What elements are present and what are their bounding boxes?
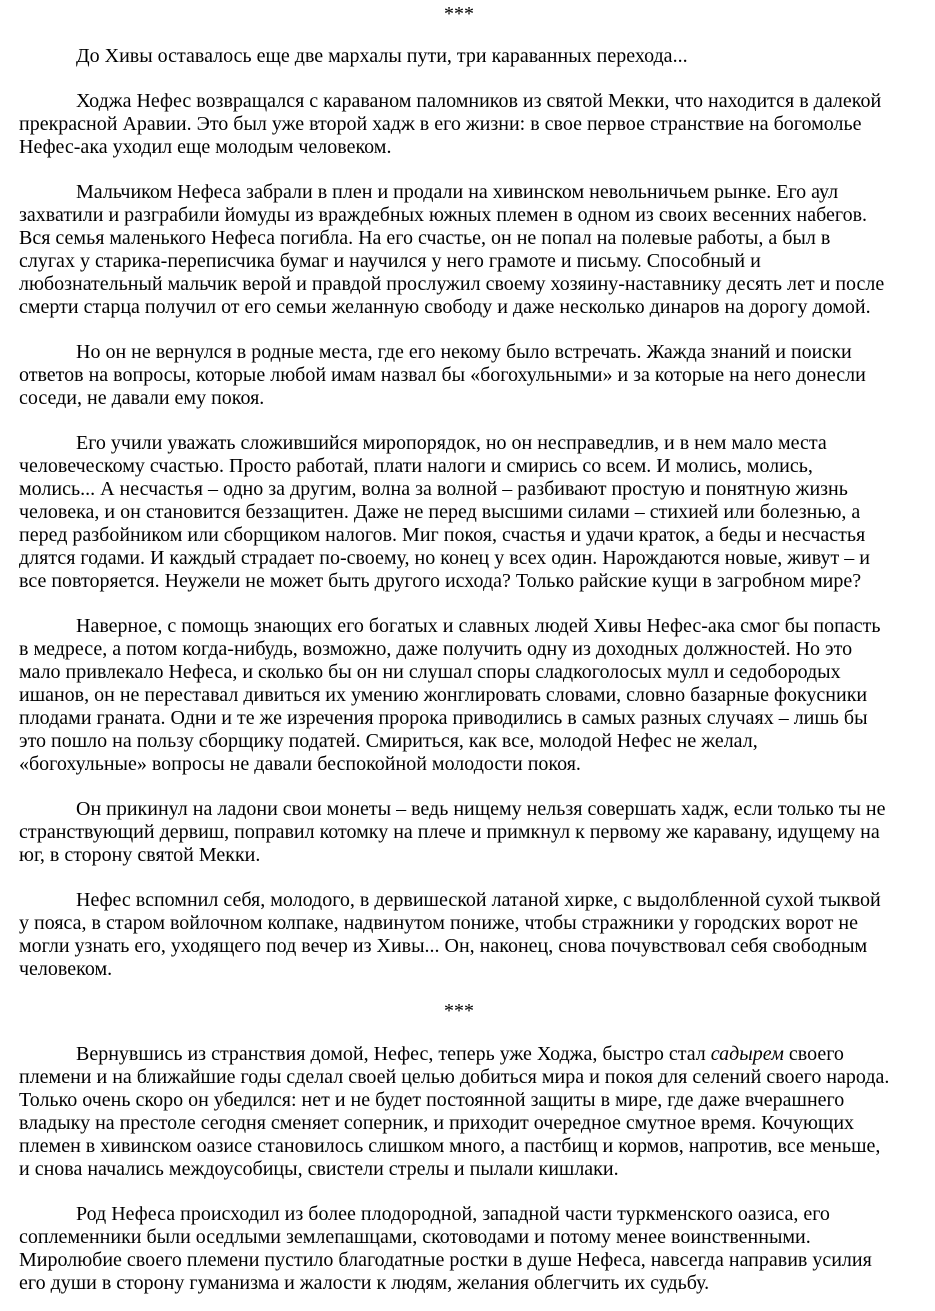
paragraph-gap (19, 159, 899, 181)
text-line: и снова начались междоусобицы, свистели стрелы и пылали кишлаки. (19, 1158, 619, 1180)
paragraph (19, 45, 899, 68)
paragraph (19, 90, 899, 159)
document-page (19, 0, 899, 1295)
paragraph (19, 181, 899, 319)
text-line: Миролюбие своего племени пустило благодатные ростки в душе Нефеса, навсегда направив усилия (19, 1249, 872, 1271)
text-line: могли узнать его, уходящего под вечер из Хивы... Он, наконец, снова почувствовал себя свободным (19, 935, 868, 957)
paragraph (19, 889, 899, 981)
text-line: юг, в сторону святой Мекки. (19, 844, 261, 866)
paragraph (19, 432, 899, 593)
paragraph-gap (19, 68, 899, 90)
paragraph (19, 341, 899, 410)
text-line: Нефес-ака уходил еще молодым человеком. (19, 136, 392, 158)
text-line: у пояса, в старом войлочном колпаке, надвинутом пониже, чтобы стражники у городских ворот не (19, 912, 858, 934)
text-line: человеком. (19, 958, 113, 980)
paragraph-sadyr (19, 1043, 899, 1181)
text-line: Вся семья маленького Нефеса погибла. На его счастье, он не попал на полевые работы, а был в (19, 227, 831, 249)
text-line: мало привлекало Нефеса, и сколько бы он ни слушал споры сладкоголосых мулл и седобородых (19, 661, 841, 683)
text-line: перед разбойником или сборщиком налогов. Миг покоя, счастья и удачи краток, а беды и несчастья (19, 524, 866, 546)
text-line: «богохульные» вопросы не давали беспокойной молодости покоя. (19, 753, 581, 775)
section-divider-middle: *** (444, 1000, 474, 1022)
paragraph-gap (19, 593, 899, 615)
text-line: Его учили уважать сложившийся миропорядок, но он несправедлив, и в нем мало места (76, 432, 827, 454)
text-line: человеческому счастью. Просто работай, плати налоги и смирись со всем. И молись, молись, (19, 455, 813, 477)
text-line: слугах у старика-переписчика бумаг и научился у него грамоте и письму. Способный и (19, 250, 761, 272)
text-span: своего (783, 1043, 844, 1065)
paragraph-gap (19, 1181, 899, 1203)
text-line: владыку на престоле сегодня сменяет соперник, и приходит очередное смутное время. Кочующих (19, 1112, 855, 1134)
paragraphs-before-divider (19, 26, 899, 981)
text-line: соседи, не давали ему покоя. (19, 387, 265, 409)
section-divider-top: *** (444, 3, 474, 25)
text-line: Мальчиком Нефеса забрали в плен и продали на хивинском невольничьем рынке. Его аул (76, 181, 839, 203)
text-span: Вернувшись из странствия домой, Нефес, теперь уже Ходжа, быстро стал (76, 1043, 711, 1065)
text-line: Ходжа Нефес возвращался с караваном паломников из святой Мекки, что находится в далекой (76, 90, 882, 112)
text-line: странствующий дервиш, поправил котомку на плече и примкнул к первому же каравану, идущему на (19, 821, 880, 843)
text-line: племени и на ближайшие годы сделал своей целью добиться мира и покоя для селений своего народа. (19, 1066, 890, 1088)
paragraph (19, 798, 899, 867)
text-line: Род Нефеса происходил из более плодородной, западной части туркменского оазиса, его (76, 1203, 830, 1225)
text-line: любознательный мальчик верой и правдой прослужил своему хозяину-наставнику десять лет и после (19, 273, 885, 295)
paragraph-last (19, 1203, 899, 1295)
text-line: молись... А несчастья – одно за другим, волна за волной – разбивают простую и понятную жизнь (19, 478, 848, 500)
text-line: Он прикинул на ладони свои монеты – ведь нищему нельзя совершать хадж, если только ты не (76, 798, 886, 820)
text-line: племен в хивинском оазисе становилось слишком много, а пастбищ и кормов, напротив, все меньше, (19, 1135, 881, 1157)
paragraph-gap (19, 26, 899, 45)
text-line: прекрасной Аравии. Это был уже второй хадж в его жизни: в свое первое странствие на богомолье (19, 113, 862, 135)
text-line: в медресе, а потом когда-нибудь, возможно, даже получить одну из доходных должностей. Но это (19, 638, 853, 660)
paragraph-gap (19, 410, 899, 432)
text-line: захватили и разграбили йомуды из враждебных южных племен в одном из своих весенних набегов. (19, 204, 868, 226)
paragraph-gap (19, 776, 899, 798)
text-line: человека, и он становится беззащитен. Даже не перед высшими силами – стихией или болезнью, а (19, 501, 861, 523)
text-line: ответов на вопросы, которые любой имам назвал бы «богохульными» и за которые на него донесли (19, 364, 866, 386)
text-line (19, 1043, 899, 1066)
text-line: Наверное, с помощь знающих его богатых и славных людей Хивы Нефес-ака смог бы попасть (76, 615, 881, 637)
paragraph (19, 615, 899, 776)
paragraph-gap (19, 867, 899, 889)
text-line: плодами граната. Одни и те же изречения пророка приводились в самых разных случаях – лишь бы (19, 707, 868, 729)
text-line: все повторяется. Неужели не может быть другого исхода? Только райские кущи в загробном мире? (19, 570, 862, 592)
text-line: длятся годами. И каждый страдает по-своему, но конец у всех один. Нарождаются новые, живут – и (19, 547, 870, 569)
text-line: его души в сторону гуманизма и жалости к людям, желания облегчить их судьбу. (19, 1272, 710, 1294)
text-line: ишанов, он не переставал дивиться их умению жонглировать словами, словно базарные фокусники (19, 684, 868, 706)
text-line: Но он не вернулся в родные места, где его некому было встречать. Жажда знаний и поиски (76, 341, 852, 363)
text-line: смерти старца получил от его семьи желанную свободу и даже несколько динаров на дорогу домой. (19, 296, 871, 318)
text-line: это пошло на пользу сборщику податей. Смириться, как все, молодой Нефес не желал, (19, 730, 758, 752)
italic-term-sadyr: садырем (710, 1043, 784, 1065)
text-line: Нефес вспомнил себя, молодого, в дервишеской латаной хирке, с выдолбленной сухой тыквой (76, 889, 881, 911)
text-line: Только очень скоро он убедился: нет и не будет постоянной защиты в мире, где даже вчерашнего (19, 1089, 845, 1111)
text-line: соплеменники были оседлыми землепашцами, скотоводами и потому менее воинственными. (19, 1226, 811, 1248)
text-line: До Хивы оставалось еще две мархалы пути, три караванных перехода... (76, 45, 688, 67)
paragraph-gap (19, 319, 899, 341)
